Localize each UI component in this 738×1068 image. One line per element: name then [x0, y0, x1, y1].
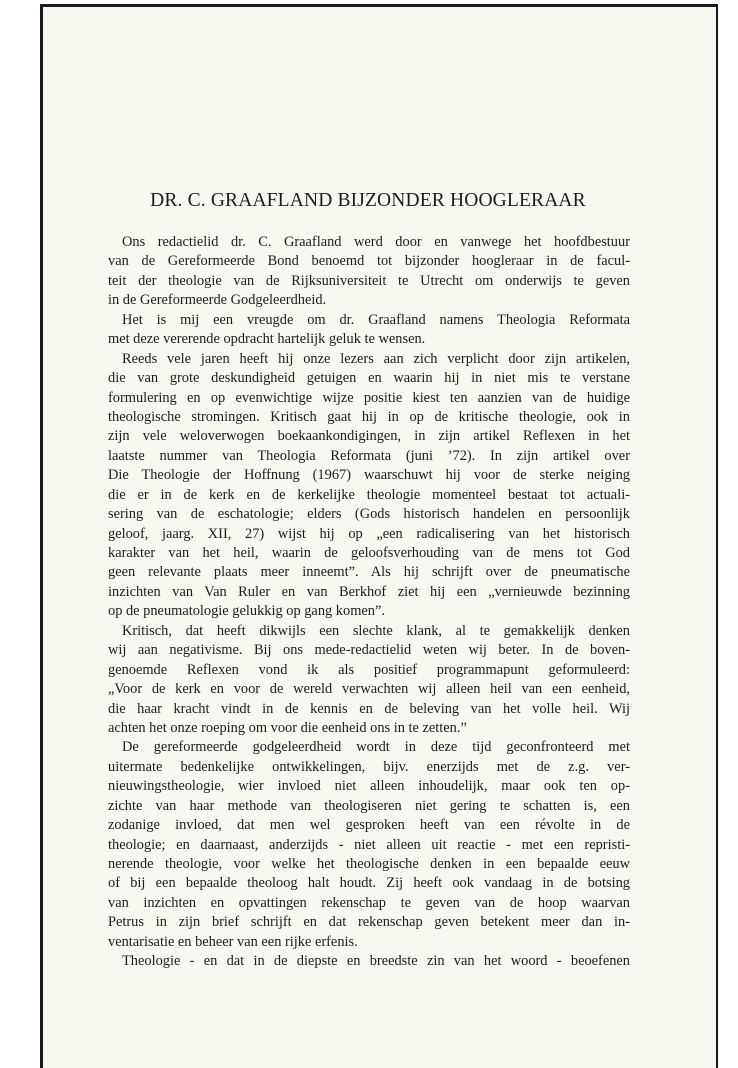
- text-line: zijn vele weloverwogen boekaankondigingen, in zijn artikel Reflexen in het: [108, 428, 630, 445]
- text-line: Die Theologie der Hoffnung (1967) waarschuwt hij voor de sterke neiging: [108, 467, 630, 484]
- text-line: wij aan negativisme. Bij ons mede-redactielid weten wij beter. In de boven-: [108, 642, 630, 659]
- text-line: geen relevante plaats meer inneemt”. Als hij schrijft over de pneumatische: [108, 564, 630, 581]
- text-line: van de Gereformeerde Bond benoemd tot bijzonder hoogleraar in de facul-: [108, 253, 630, 270]
- text-line: Theologie - en dat in de diepste en breedste zin van het woord - beoefenen: [122, 953, 630, 970]
- text-line: Petrus in zijn brief schrijft en dat rekenschap geven betekent meer dan in-: [108, 914, 630, 931]
- text-line: Ons redactielid dr. C. Graafland werd door en vanwege het hoofdbestuur: [122, 234, 630, 250]
- text-line: genoemde Reflexen vond ik als positief programmapunt geformuleerd:: [108, 661, 630, 678]
- text-line: met deze vererende opdracht hartelijk geluk te wensen.: [108, 331, 426, 348]
- text-line: die er in de kerk en de kerkelijke theologie momenteel bestaat tot actuali-: [108, 486, 630, 503]
- text-line: uitermate bedenkelijke ontwikkelingen, bijv. enerzijds met de z.g. ver-: [108, 758, 630, 775]
- paragraph: [108, 952, 630, 971]
- text-line: sering van de eschatologie; elders (Gods historisch handelen en persoonlijk: [108, 506, 630, 523]
- text-line: zodanige invloed, dat men wel gesproken heeft van een révolte in de: [108, 817, 630, 834]
- text-line: van inzichten en opvattingen rekenschap te geven van de hoop waarvan: [108, 894, 630, 911]
- text-line: Kritisch, dat heeft dikwijls een slechte klank, al te gemakkelijk denken: [122, 622, 630, 639]
- text-line: inzichten van Van Ruler en van Berkhof ziet hij een „vernieuwde bezinning: [108, 583, 630, 600]
- text-line: op de pneumatologie gelukkig op gang komen”.: [108, 603, 385, 620]
- text-line: laatste nummer van Theologia Reformata (juni ’72). In zijn artikel over: [108, 447, 630, 464]
- paragraph: [108, 311, 630, 350]
- text-line: die van grote deskundigheid getuigen en waarin hij in niet mis te verstane: [108, 370, 630, 387]
- text-line: theologische stromingen. Kritisch gaat hij in op de kritische theologie, ook in: [108, 408, 630, 425]
- text-line: die haar kracht vindt in de kennis en de beleving van het volle heil. Wij: [108, 700, 630, 717]
- text-line: De gereformeerde godgeleerdheid wordt in deze tijd geconfronteerd met: [122, 739, 630, 756]
- text-line: zichte van haar methode van theologiseren niet gering te schatten is, een: [108, 797, 630, 814]
- paragraph: [108, 738, 630, 952]
- text-line: „Voor de kerk en voor de wereld verwachten wij alleen heil van een eenheid,: [108, 681, 630, 698]
- text-line: karakter van het heil, waarin de geloofsverhouding van de mens tot God: [108, 545, 630, 561]
- text-line: teit der theologie van de Rijksuniversiteit te Utrecht om onderwijs te geven: [108, 272, 630, 289]
- text-line: achten het onze roeping om voor die eenheid ons in te zetten.”: [108, 719, 467, 736]
- text-line: nieuwingstheologie, wier invloed niet alleen inhoudelijk, maar ook ten op-: [108, 778, 630, 795]
- article-body: [108, 233, 630, 972]
- text-line: theologie; en daarnaast, anderzijds - niet alleen uit reactie - met een repristi-: [108, 836, 630, 853]
- text-line: nerende theologie, voor welke het theologische denken in een bepaalde eeuw: [108, 856, 630, 872]
- text-line: Het is mij een vreugde om dr. Graafland namens Theologia Reformata: [122, 311, 630, 328]
- paragraph: [108, 350, 630, 622]
- text-line: geloof, jaarg. XII, 27) wijst hij op „een radicalisering van het historisch: [108, 525, 630, 542]
- paragraph: [108, 233, 630, 311]
- text-line: in de Gereformeerde Godgeleerdheid.: [108, 292, 327, 309]
- text-line: ventarisatie en beheer van een rijke erfenis.: [108, 933, 358, 950]
- text-line: Reeds vele jaren heeft hij onze lezers aan zich verplicht door zijn artikelen,: [122, 350, 630, 367]
- paragraph: [108, 622, 630, 739]
- text-line: formulering en op evenwichtige wijze positie kiest ten aanzien van de huidige: [108, 389, 630, 406]
- page-title: DR. C. GRAAFLAND BIJZONDER HOOGLERAAR: [150, 190, 586, 211]
- text-line: of bij een bepaalde theoloog halt houdt. Zij heeft ook vandaag in de botsing: [108, 875, 630, 892]
